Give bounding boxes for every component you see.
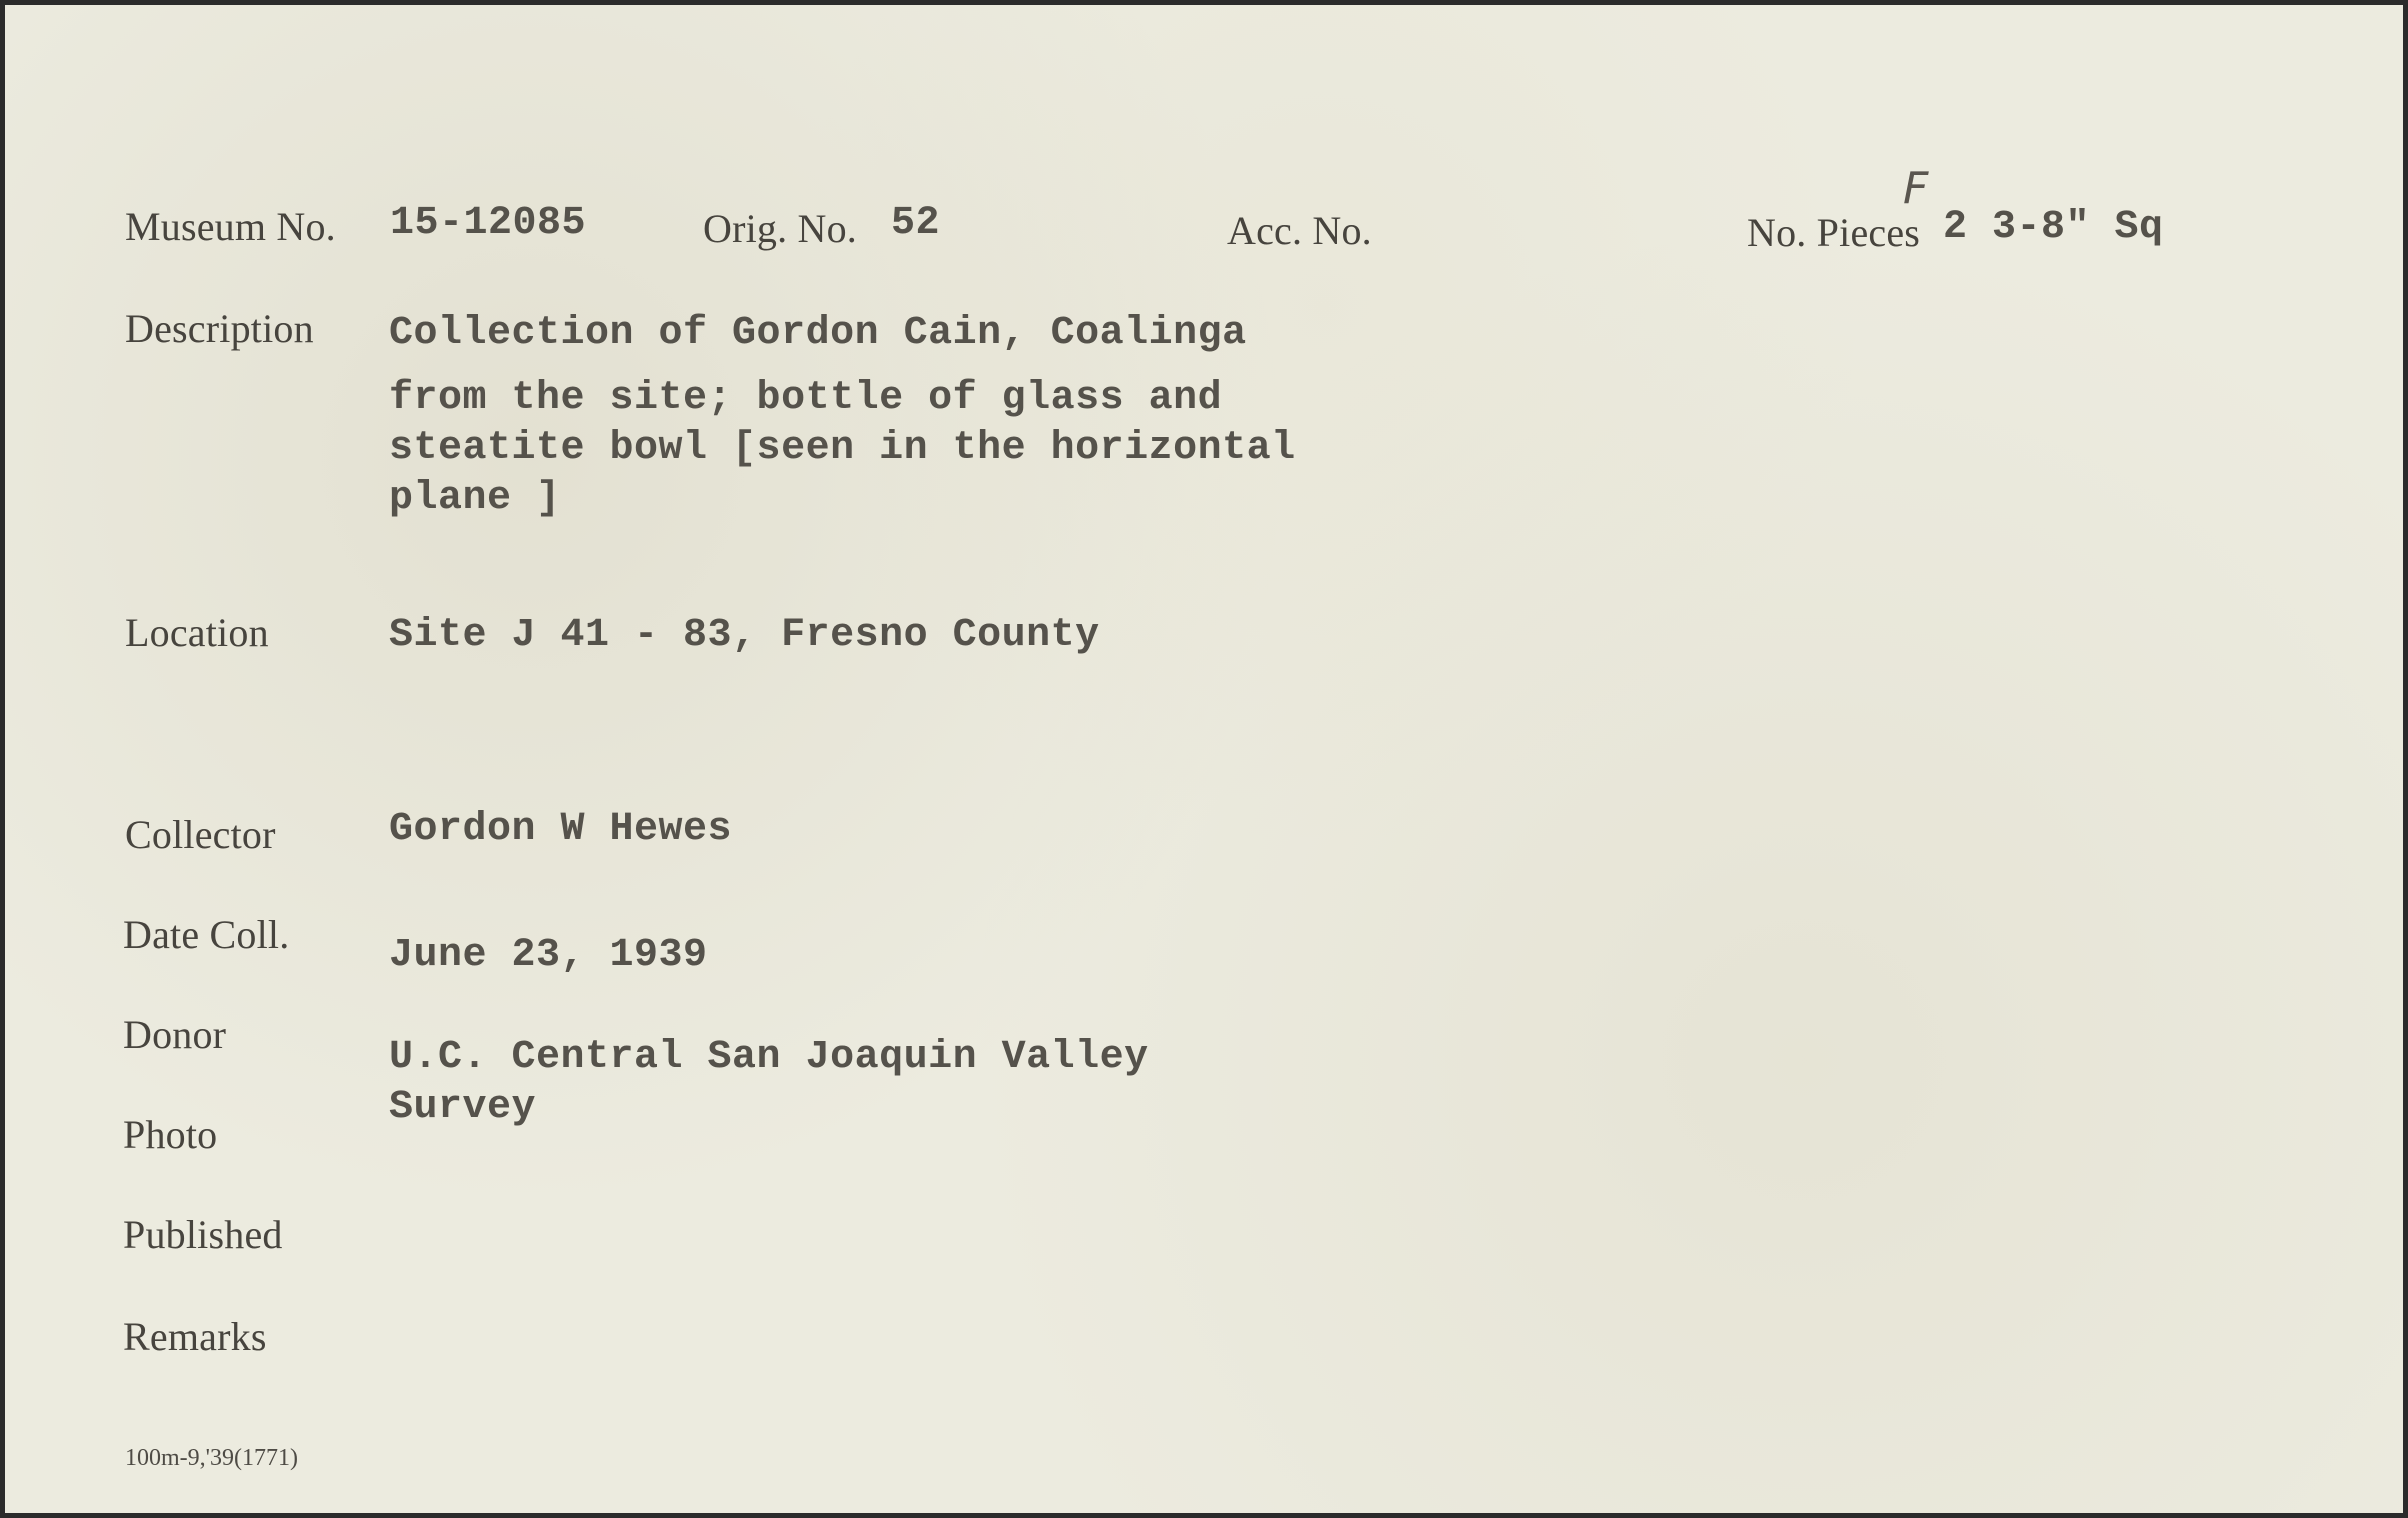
orig-no-value: 52 <box>891 201 941 246</box>
published-label: Published <box>123 1212 283 1257</box>
orig-no-label: Orig. No. <box>703 206 858 251</box>
museum-no-value: 15-12085 <box>390 201 587 246</box>
photo-label: Photo <box>123 1112 218 1157</box>
description-line: Collection of Gordon Cain, Coalinga <box>389 311 1247 356</box>
description-line: from the site; bottle of glass and <box>389 376 1223 421</box>
no-pieces-value: 2 3-8" Sq <box>1943 205 2164 250</box>
description-line: plane ] <box>389 476 561 521</box>
no-pieces-handwritten-mark: F <box>1903 163 1929 214</box>
no-pieces-label: No. Pieces <box>1747 210 1921 255</box>
acc-no-label: Acc. No. <box>1227 208 1372 253</box>
donor-line: U.C. Central San Joaquin Valley <box>389 1035 1149 1080</box>
description-label: Description <box>125 306 314 351</box>
description-value <box>389 309 1296 524</box>
donor-value <box>389 1033 1149 1133</box>
donor-label: Donor <box>123 1012 227 1057</box>
remarks-label: Remarks <box>123 1314 267 1359</box>
description-line: steatite bowl [seen in the horizontal <box>389 426 1296 471</box>
collector-value: Gordon W Hewes <box>389 807 733 852</box>
date-coll-value: June 23, 1939 <box>389 933 708 978</box>
museum-no-label: Museum No. <box>125 204 336 249</box>
location-label: Location <box>125 610 269 655</box>
date-coll-label: Date Coll. <box>123 912 290 957</box>
print-code-footer: 100m-9,'39(1771) <box>125 1445 298 1471</box>
donor-line: Survey <box>389 1085 537 1130</box>
location-value: Site J 41 - 83, Fresno County <box>389 613 1100 658</box>
collector-label: Collector <box>125 812 276 857</box>
